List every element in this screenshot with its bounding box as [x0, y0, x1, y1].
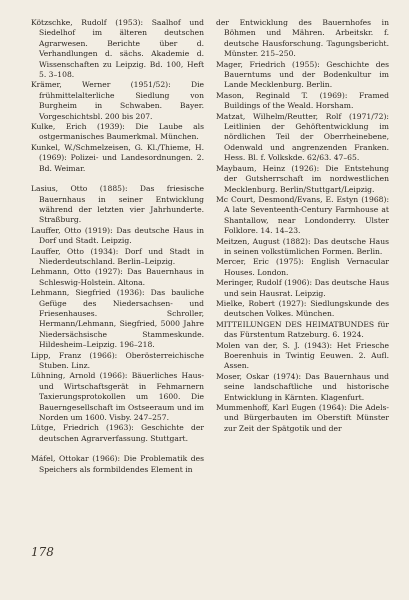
bibliography-entry: Meitzen, August (1882): Das deutsche Haus in seinen volkstümlichen Formen. Berlin. — [216, 236, 389, 256]
bibliography-entry: der Entwicklung des Bauernhofes in Böhmen und Mähren. Arbeitskr. f. deutsche Hausforschung. Tagungsbericht. Münster. 215–250. — [216, 18, 389, 59]
bibliography-entry: Lühning, Arnold (1966): Bäuerliches Haus- und Wirtschaftsgerät in Fehmarnern Taxierungsprotokollen um 1600. Die Bauerngesellschaft im Ostseeraum und im Norden um 1600. Visby. 247–257. — [31, 371, 204, 423]
left-group-1 — [31, 18, 204, 174]
bibliography-entry: Lauffer, Otto (1919): Das deutsche Haus in Dorf und Stadt. Leipzig. — [31, 225, 204, 246]
right-column — [216, 18, 389, 475]
bibliography-entry: Kulke, Erich (1939): Die Laube als ostgermanisches Baumerkmal. München. — [31, 122, 204, 142]
section-gap — [31, 174, 204, 184]
bibliography-entry: Lasius, Otto (1885): Das friesische Bauernhaus in seiner Entwicklung während der letzten vier Jahrhunderte. Straßburg. — [31, 184, 204, 225]
page-number: 178 — [31, 545, 54, 559]
bibliography-entry: Mercer, Eric (1975): English Vernacular Houses. London. — [216, 257, 389, 277]
bibliography-entry: Mc Court, Desmond/Evans, E. Estyn (1968): A late Seventeenth-Century Farmhouse at Shantallow, near Londonderry. Ulster Folklore. 14. 14–23. — [216, 194, 389, 236]
bibliography-entry: Meringer, Rudolf (1906): Das deutsche Haus und sein Hausrat. Leipzig. — [216, 278, 389, 298]
bibliography-entry: Lehmann, Siegfried (1936): Das bauliche Gefüge des Niedersachsen- und Friesenhauses. Schroller, Hermann/Lehmann, Siegfried, 5000 Jahre Niedersächsische Stammeskunde. Hildesheim–Leipzig. 196–218. — [31, 288, 204, 350]
bibliography-entry: Máfel, Ottokar (1966): Die Problematik des Speichers als formbildendes Element in — [31, 454, 204, 474]
bibliography-entry: Mason, Reginald T. (1969): Framed Buildings of the Weald. Horsham. — [216, 90, 389, 111]
bibliography-entry: Lauffer, Otto (1934): Dorf und Stadt in Niederdeutschland. Berlin–Leipzig. — [31, 246, 204, 266]
bibliography-entry: MITTEILUNGEN DES HEIMATBUNDES für das Fürstentum Ratzeburg. 6. 1924. — [216, 319, 389, 340]
left-group-3 — [31, 454, 204, 475]
bibliography-entry: Maybaum, Heinz (1926): Die Entstehung der Gutsherrschaft im nordwestlichen Mecklenburg. Berlin/Stuttgart/Leipzig. — [216, 163, 389, 194]
bibliography-entry: Mielke, Robert (1927): Siedlungskunde des deutschen Volkes. München. — [216, 298, 389, 319]
bibliography-entry: Mummenhoff, Karl Eugen (1964): Die Adels- und Bürgerbauten im Oberstift Münster zur Zeit der Spätgotik und der — [216, 403, 389, 433]
bibliography-entry: Lehmann, Otto (1927): Das Bauernhaus in Schleswig-Holstein. Altona. — [31, 267, 204, 287]
section-gap — [31, 444, 204, 454]
bibliography-entry: Kunkel, W./Schmelzeisen, G. Kl./Thieme, H. (1969): Polizei- und Landesordnungen. 2. Bd. Weimar. — [31, 142, 204, 173]
bibliography-columns — [31, 18, 389, 475]
bibliography-entry: Mager, Friedrich (1955): Geschichte des Bauerntums und der Bodenkultur im Lande Mecklenburg. Berlin. — [216, 59, 389, 90]
bibliography-entry: Matzat, Wilhelm/Reutter, Rolf (1971/72): Leitlinien der Gehöftentwicklung im nördlichen Teil der Oberrheinebene, Odenwald und angrenzenden Franken. Hess. Bl. f. Volkskde. 62/63. 47–65. — [216, 111, 389, 163]
left-group-2 — [31, 184, 204, 444]
bibliography-entry: Lipp, Franz (1966): Oberösterreichische Stuben. Linz. — [31, 350, 204, 370]
left-column — [31, 18, 204, 475]
bibliography-entry: Lütge, Friedrich (1963): Geschichte der deutschen Agrarverfassung. Stuttgart. — [31, 423, 204, 443]
bibliography-entry: Krämer, Werner (1951/52): Die frühmittelalterliche Siedlung von Burgheim in Schwaben. Bayer. Vorgeschichtsbl. 200 bis 207. — [31, 80, 204, 121]
bibliography-entry: Kötzschke, Rudolf (1953): Saalhof und Siedelhof im älteren deutschen Agrarwesen. Berichte über d. Verhandlungen d. sächs. Akademie d. Wissenschaften zu Leipzig. Bd. 100, Heft 5. 3–108. — [31, 18, 204, 80]
bibliography-entry: Molen van der, S. J. (1943): Het Friesche Boerenhuis in Twintig Eeuwen. 2. Aufl. Assen. — [216, 340, 389, 371]
bibliography-entry: Moser, Oskar (1974): Das Bauernhaus und seine landschaftliche und historische Entwicklung in Kärnten. Klagenfurt. — [216, 371, 389, 402]
